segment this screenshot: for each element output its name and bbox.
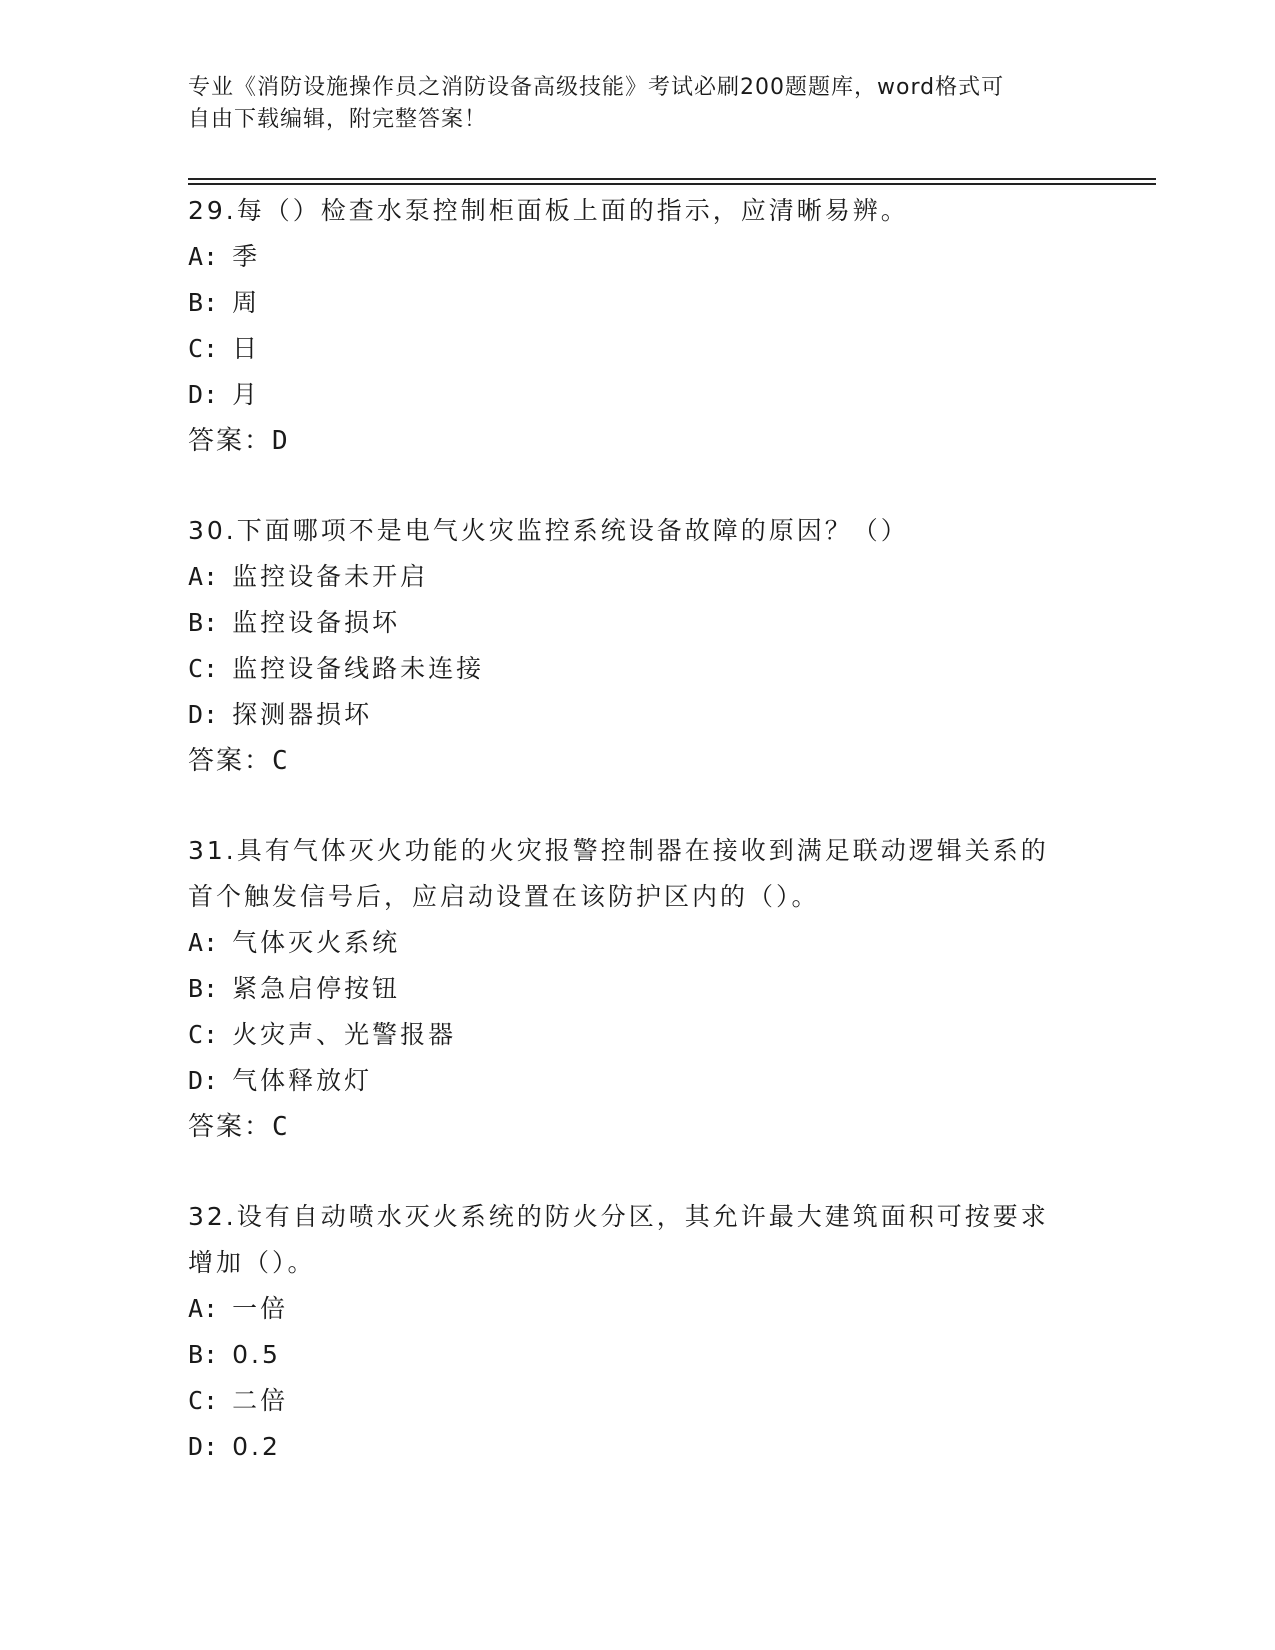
answer-value: D [272, 426, 288, 456]
question-30 [188, 508, 1088, 784]
option-a [188, 554, 1088, 600]
option-letter: D: [188, 700, 219, 729]
option-letter: B: [188, 288, 219, 317]
answer-value: C [272, 746, 288, 776]
option-letter: B: [188, 1340, 219, 1369]
question-29 [188, 188, 1088, 464]
option-d [188, 372, 1088, 418]
question-31 [188, 828, 1088, 1150]
option-text: 监控设备线路未连接 [232, 654, 485, 683]
option-letter: B: [188, 608, 219, 637]
answer-value: C [272, 1112, 288, 1142]
option-c [188, 326, 1088, 372]
option-letter: B: [188, 974, 219, 1003]
option-b [188, 280, 1088, 326]
option-d [188, 1058, 1088, 1104]
option-a [188, 1286, 1088, 1332]
answer-label: 答案： [188, 1112, 273, 1142]
option-text: 气体灭火系统 [232, 928, 401, 957]
option-letter: D: [188, 1432, 219, 1461]
option-text: 探测器损坏 [232, 700, 373, 729]
option-d [188, 692, 1088, 738]
option-c [188, 1012, 1088, 1058]
answer-label: 答案： [188, 746, 273, 776]
option-text: 监控设备未开启 [232, 562, 429, 591]
option-text: 二倍 [232, 1386, 289, 1415]
question-stem-line-2: 增加（）。 [188, 1248, 316, 1277]
question-stem-line-1: 31.具有气体灭火功能的火灾报警控制器在接收到满足联动逻辑关系的 [188, 836, 1049, 865]
option-letter: C: [188, 654, 219, 683]
question-stem-line-1: 32.设有自动喷水灭火系统的防火分区，其允许最大建筑面积可按要求 [188, 1202, 1049, 1231]
header-divider-top [188, 178, 1156, 180]
option-letter: A: [188, 1294, 219, 1323]
answer-line [188, 1104, 1088, 1150]
option-letter: A: [188, 928, 219, 957]
option-letter: D: [188, 1066, 219, 1095]
option-b [188, 966, 1088, 1012]
option-text: 紧急启停按钮 [232, 974, 401, 1003]
option-b [188, 1332, 1088, 1378]
option-c [188, 1378, 1088, 1424]
option-text: 0.5 [232, 1340, 281, 1369]
option-text: 日 [232, 334, 261, 363]
option-text: 气体释放灯 [232, 1066, 373, 1095]
option-letter: A: [188, 562, 219, 591]
answer-line [188, 418, 1088, 464]
option-b [188, 600, 1088, 646]
header-line-1: 专业《消防设施操作员之消防设备高级技能》考试必刷200题题库，word格式可 [188, 75, 1005, 100]
option-text: 火灾声、光警报器 [232, 1020, 457, 1049]
question-stem: 29.每（）检查水泵控制柜面板上面的指示，应清晰易辨。 [188, 196, 909, 225]
option-letter: C: [188, 334, 219, 363]
option-text: 周 [232, 288, 261, 317]
option-text: 监控设备损坏 [232, 608, 401, 637]
option-letter: D: [188, 380, 219, 409]
header-line-2: 自由下载编辑，附完整答案！ [188, 107, 488, 132]
option-letter: C: [188, 1386, 219, 1415]
option-a [188, 234, 1088, 280]
option-letter: C: [188, 1020, 219, 1049]
question-32 [188, 1194, 1088, 1470]
question-stem-line-2: 首个触发信号后，应启动设置在该防护区内的（）。 [188, 882, 820, 911]
header-divider-bottom [188, 183, 1156, 185]
option-text: 季 [232, 242, 261, 271]
option-a [188, 920, 1088, 966]
document-header [188, 72, 1088, 136]
option-text: 月 [232, 380, 261, 409]
option-letter: A: [188, 242, 219, 271]
option-text: 0.2 [232, 1432, 281, 1461]
answer-label: 答案： [188, 426, 273, 456]
answer-line [188, 738, 1088, 784]
option-c [188, 646, 1088, 692]
option-text: 一倍 [232, 1294, 289, 1323]
question-stem: 30.下面哪项不是电气火灾监控系统设备故障的原因？（） [188, 516, 909, 545]
option-d [188, 1424, 1088, 1470]
